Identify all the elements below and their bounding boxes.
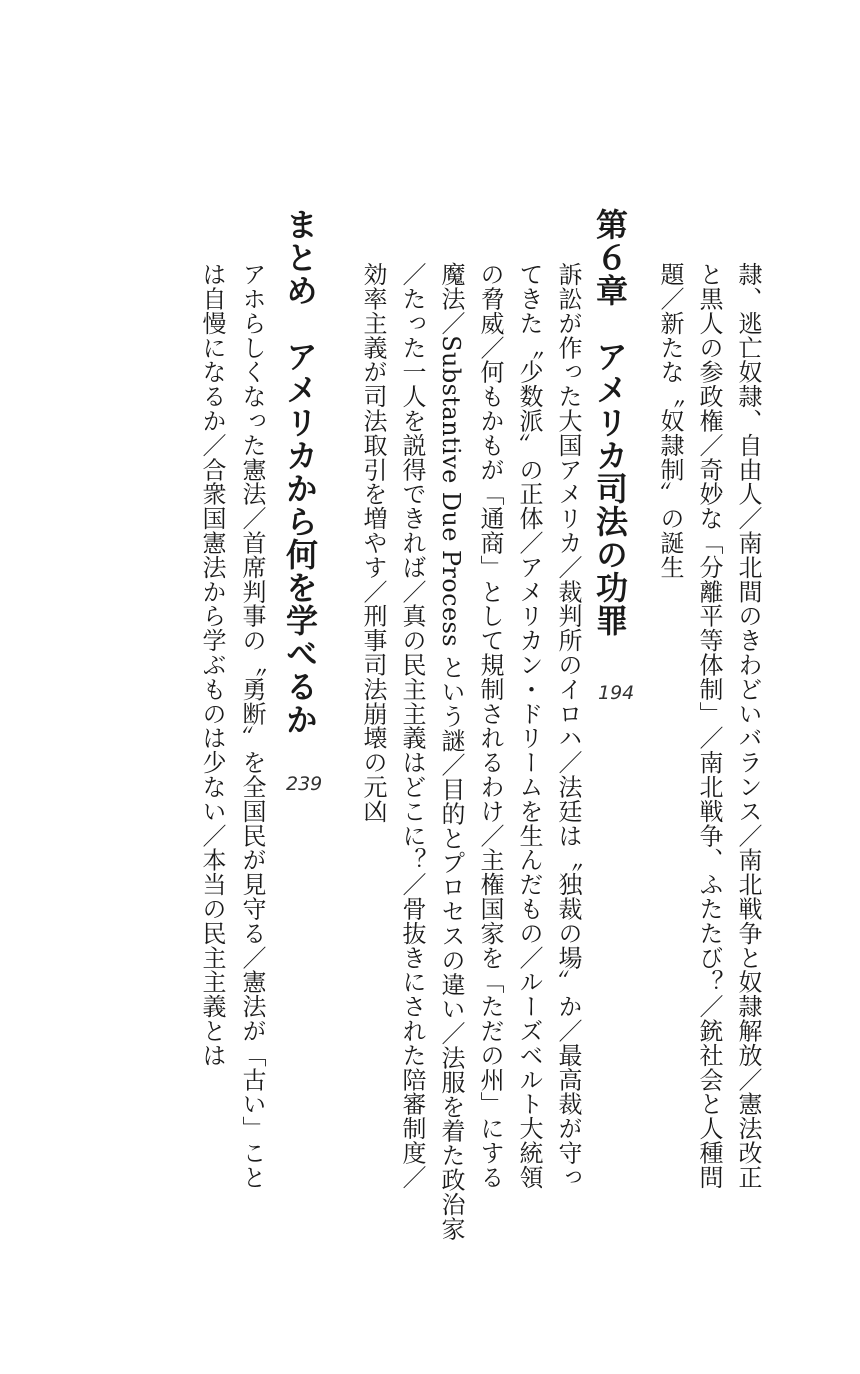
body-line: 魔法／Substantive Due Process という謎／目的とプロセスの違い／法服を着た政治家 [437,262,465,1241]
body-line: は自慢になるか／合衆国憲法から学ぶものは少ない／本当の民主主義とは [198,262,226,1068]
page-number: 239 [286,773,323,795]
body-line: てきた〝少数派〟の正体／アメリカン・ドリームを生んだもの／ルーズベルト大統領 [515,262,543,1190]
chapter-heading: まとめ アメリカから何を学べるか [281,208,319,736]
body-line: ／たった一人を説得できれば／真の民主主義はどこに？／骨抜きにされた陪審制度／ [398,262,426,1190]
body-line: 隷、逃亡奴隷、自由人／南北間のきわどいバランス／南北戦争と奴隷解放／憲法改正 [734,262,762,1190]
body-line: 題／新たな〝奴隷制〟の誕生 [656,262,684,580]
body-line: 訴訟が作った大国アメリカ／裁判所のイロハ／法廷は〝独裁の場〟か／最高裁が守っ [554,262,582,1190]
chapter-heading: 第６章 アメリカ司法の功罪 [591,208,629,637]
body-line: 効率主義が司法取引を増やす／刑事司法崩壊の元凶 [359,262,387,824]
body-line: と黒人の参政権／奇妙な「分離平等体制」／南北戦争、ふたたび？／銃社会と人種問 [695,262,723,1190]
body-line: アホらしくなった憲法／首席判事の〝勇断〟を全国民が見守る／憲法が「古い」こと [238,262,266,1190]
body-line: の脅威／何もかもが「通商」として規制されるわけ／主権国家を「ただの州」にする [476,262,504,1190]
page-number: 194 [598,682,635,704]
